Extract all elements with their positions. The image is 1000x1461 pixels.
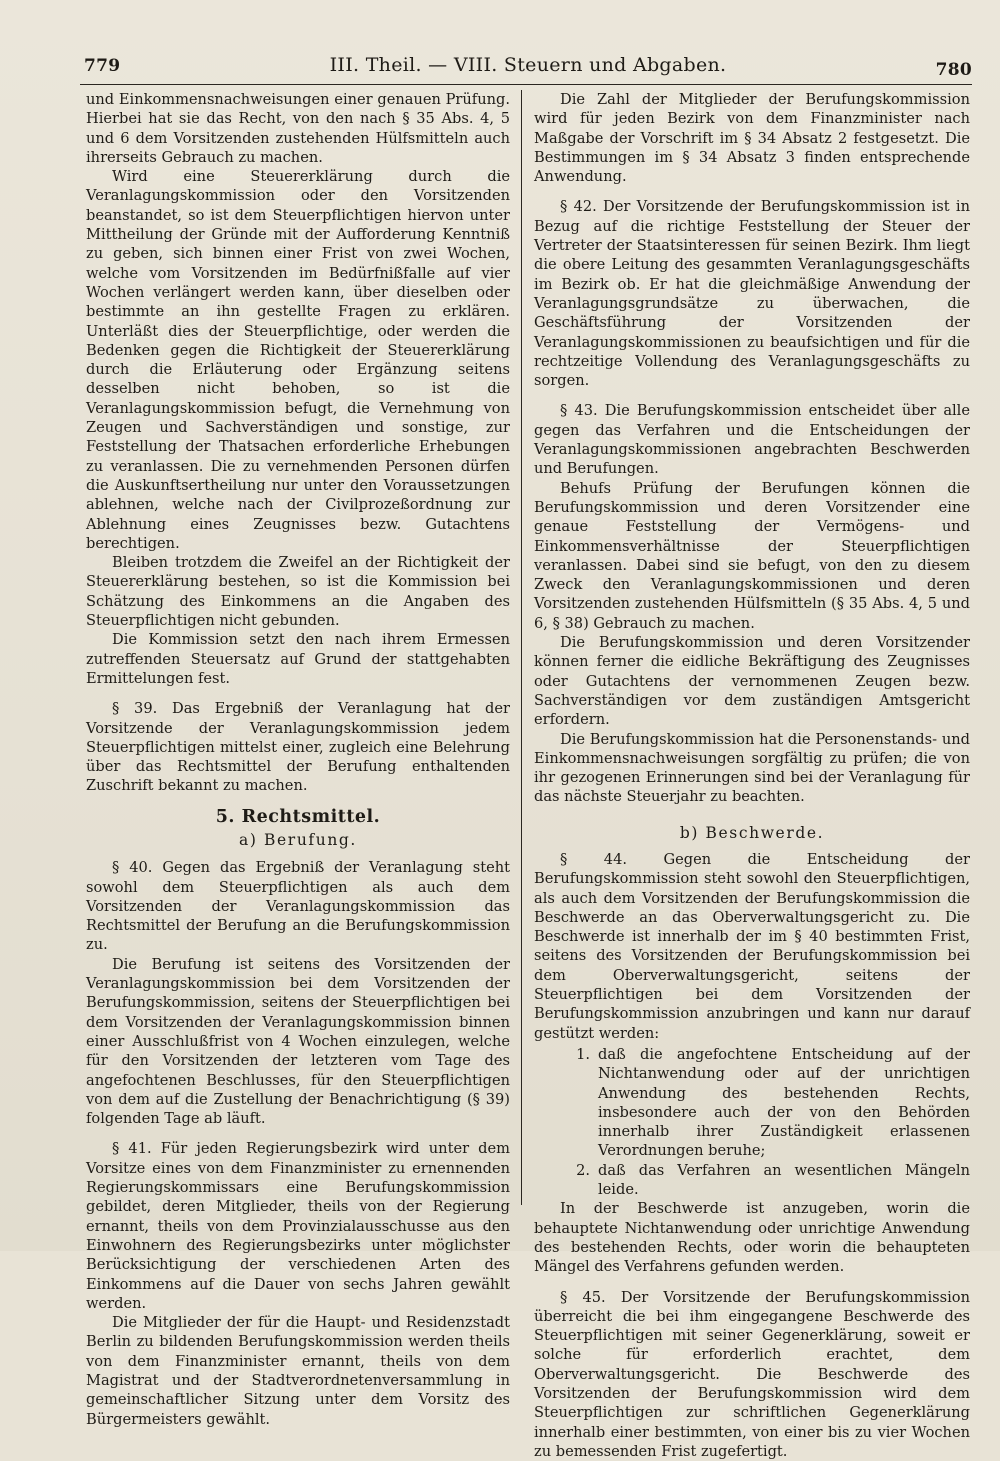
paragraph: Die Berufungskommission und deren Vorsitzender können ferner die eidliche Bekräftigung des Zeugnisses oder Gutachtens der vernommenen Zeugen bezw. Sachverständigen vor dem zuständigen Amtsgericht erfordern. (534, 634, 970, 729)
page-number-left: 779 (84, 56, 121, 76)
paragraph: Wird eine Steuererklärung durch die Veranlagungskommission oder den Vorsitzenden beanstandet, so ist dem Steuerpflichtigen hiervon unter Mittheilung der Gründe mit der Aufforderung Kenntniß zu geben, sich binnen einer Frist von zwei Wochen, welche vom Vorsitzenden im Bedürfnißfalle auf vier Wochen verlängert werden kann, über dieselben oder bestimmte an ihn gestellte Fragen zu erklären. Unterläßt dies der Steuerpflichtige, oder werden die Bedenken gegen die Richtigkeit der Steuererklärung durch die Erläuterung oder Ergänzung seitens desselben nicht behoben, so ist die Veranlagungskommission befugt, die Vernehmung von Zeugen und Sachverständigen und sonstige, zur Feststellung der Thatsachen erforderliche Erhebungen zu veranlassen. Die zu vernehmenden Personen dürfen die Auskunftsertheilung nur unter den Voraussetzungen ablehnen, welche nach der Civilprozeßordnung zur Ablehnung eines Zeugnisses bezw. Gutachtens berechtigen. (86, 168, 510, 552)
paragraph-section-42: § 42. Der Vorsitzende der Berufungskommission ist in Bezug auf die richtige Feststellung der Steuer der Vertreter der Staatsinteressen für seinen Bezirk. Ihm liegt die obere Leitung des gesammten Veranlagungsgeschäfts im Bezirk ob. Er hat die gleichmäßige Anwendung der Veranlagungsgrundsätze zu überwachen, die Geschäftsführung der Vorsitzenden der Veranlagungskommissionen zu beaufsichtigen und für die rechtzeitige Vollendung des Veranlagungsgeschäfts zu sorgen. (534, 198, 970, 390)
header-rule (80, 84, 972, 85)
paragraph: Die Mitglieder der für die Haupt- und Residenzstadt Berlin zu bildenden Berufungskommission werden theils von dem Finanzminister ernannt, theils von dem Magistrat und der Stadtverordnetenversammlung in gemeinschaftlicher Sitzung unter dem Vorsitz des Bürgermeisters gewählt. (86, 1314, 510, 1428)
page-header (84, 48, 972, 82)
paragraph-section-41: § 41. Für jeden Regierungsbezirk wird unter dem Vorsitze eines von dem Finanzminister zu ernennenden Regierungskommissars eine Berufungskommission gebildet, deren Mitglieder, theils von der Regierung ernannt, theils von dem Provinzialausschusse aus den Einwohnern des Regierungsbezirks unter möglichster Berücksichtigung der verschiedenen Arten des Einkommens auf die Dauer von sechs Jahren gewählt werden. (86, 1140, 510, 1312)
paragraph: Die Zahl der Mitglieder der Berufungskommission wird für jeden Bezirk von dem Finanzminister nach Maßgabe der Vorschrift im § 34 Absatz 2 festgesetzt. Die Bestimmungen im § 34 Absatz 3 finden entsprechende Anwendung. (534, 91, 970, 186)
paragraph: Die Kommission setzt den nach ihrem Ermessen zutreffenden Steuersatz auf Grund der stattgehabten Ermittelungen fest. (86, 631, 510, 687)
list-item-number: 2. (576, 1161, 590, 1179)
subsection-heading-beschwerde: b) Beschwerde. (679, 823, 825, 842)
paragraph: Die Berufungskommission hat die Personenstands- und Einkommensnachweisungen sorgfältig zu prüfen; die von ihr gezogenen Erinnerungen sind bei der Veranlagung für das nächste Steuerjahr zu beachten. (534, 730, 970, 806)
subsection-heading-berufung: a) Berufung. (239, 830, 357, 849)
grounds-list (534, 1045, 970, 1199)
paragraph-section-40: § 40. Gegen das Ergebniß der Veranlagung steht sowohl dem Steuerpflichtigen als auch dem Vorsitzenden der Veranlagungskommission das Rechtsmittel der Berufung an die Berufungskommission zu. (86, 859, 510, 954)
paragraph: Bleiben trotzdem die Zweifel an der Richtigkeit der Steuererklärung bestehen, so ist die Kommission bei Schätzung des Einkommens an die Angaben des Steuerpflichtigen nicht gebunden. (86, 554, 510, 630)
paragraph: und Einkommensnachweisungen einer genauen Prüfung. Hierbei hat sie das Recht, von den nach § 35 Abs. 4, 5 und 6 dem Vorsitzenden zustehenden Hülfsmitteln auch ihrerseits Gebrauch zu machen. (86, 91, 510, 166)
list-item-text: daß das Verfahren an wesentlichen Mängeln leide. (598, 1161, 970, 1199)
paragraph-section-44: § 44. Gegen die Entscheidung der Berufungskommission steht sowohl den Steuerpflichtigen, als auch dem Vorsitzenden der Berufungskommission die Beschwerde an das Oberverwaltungsgericht zu. Die Beschwerde ist innerhalb der im § 40 bestimmten Frist, seitens des Vorsitzenden der Berufungskommission bei dem Oberverwaltungsgericht, seitens der Steuerpflichtigen bei dem Vorsitzenden der Berufungskommission anzubringen und kann nur darauf gestützt werden: (534, 850, 970, 1042)
section-heading: 5. Rechtsmittel. (215, 806, 381, 827)
paragraph-section-39: § 39. Das Ergebniß der Veranlagung hat der Vorsitzende der Veranlagungskommission jedem Steuerpflichtigen mittelst einer, zugleich eine Belehrung über das Rechtsmittel der Berufung enthaltenden Zuschrift bekannt zu machen. (86, 700, 510, 795)
list-item (534, 1161, 970, 1200)
page-number-right: 780 (935, 60, 972, 80)
right-column (534, 90, 970, 1461)
paragraph: Behufs Prüfung der Berufungen können die Berufungskommission und deren Vorsitzender eine genaue Feststellung der Vermögens- und Einkommensverhältnisse der Steuerpflichtigen veranlassen. Dabei sind sie befugt, von den zu diesem Zweck den Veranlagungskommissionen und deren Vorsitzenden zustehenden Hülfsmitteln (§ 35 Abs. 4, 5 und 6, § 38) Gebrauch zu machen. (534, 479, 970, 632)
running-title: III. Theil. — VIII. Steuern und Abgaben. (329, 54, 727, 76)
paragraph-section-45: § 45. Der Vorsitzende der Berufungskommission überreicht die bei ihm eingegangene Beschwerde des Steuerpflichtigen mit seiner Gegenerklärung, soweit er solche für erforderlich erachtet, dem Oberverwaltungsgericht. Die Beschwerde des Vorsitzenden der Berufungskommission wird dem Steuerpflichtigen zur schriftlichen Gegenerklärung innerhalb einer bestimmten, von einer bis zu vier Wochen zu bemessenden Frist zugefertigt. (534, 1288, 970, 1460)
paragraph-section-43: § 43. Die Berufungskommission entscheidet über alle gegen das Verfahren und die Entscheidungen der Veranlagungskommissionen angebrachten Beschwerden und Berufungen. (534, 402, 970, 478)
paragraph: In der Beschwerde ist anzugeben, worin die behauptete Nichtanwendung oder unrichtige Anwendung des bestehenden Rechts, oder worin die behaupteten Mängel des Verfahrens gefunden werden. (534, 1200, 970, 1276)
column-divider (521, 90, 522, 1205)
list-item-number: 1. (576, 1045, 590, 1063)
list-item-text: daß die angefochtene Entscheidung auf der Nichtanwendung oder auf der unrichtigen Anwendung des bestehenden Rechts, insbesondere auch der von den Behörden innerhalb ihrer Zuständigkeit erlassenen Verordnungen beruhe; (598, 1045, 970, 1160)
left-column (86, 90, 510, 1429)
paragraph: Die Berufung ist seitens des Vorsitzenden der Veranlagungskommission bei dem Vorsitzenden der Berufungskommission, seitens der Steuerpflichtigen bei dem Vorsitzenden der Veranlagungskommission binnen einer Ausschlußfrist von 4 Wochen einzulegen, welche für den Vorsitzenden der letzteren vom Tage des angefochtenen Beschlusses, für den Steuerpflichtigen von dem auf die Zustellung der Benachrichtigung (§ 39) folgenden Tage ab läuft. (86, 955, 510, 1128)
list-item (534, 1045, 970, 1161)
